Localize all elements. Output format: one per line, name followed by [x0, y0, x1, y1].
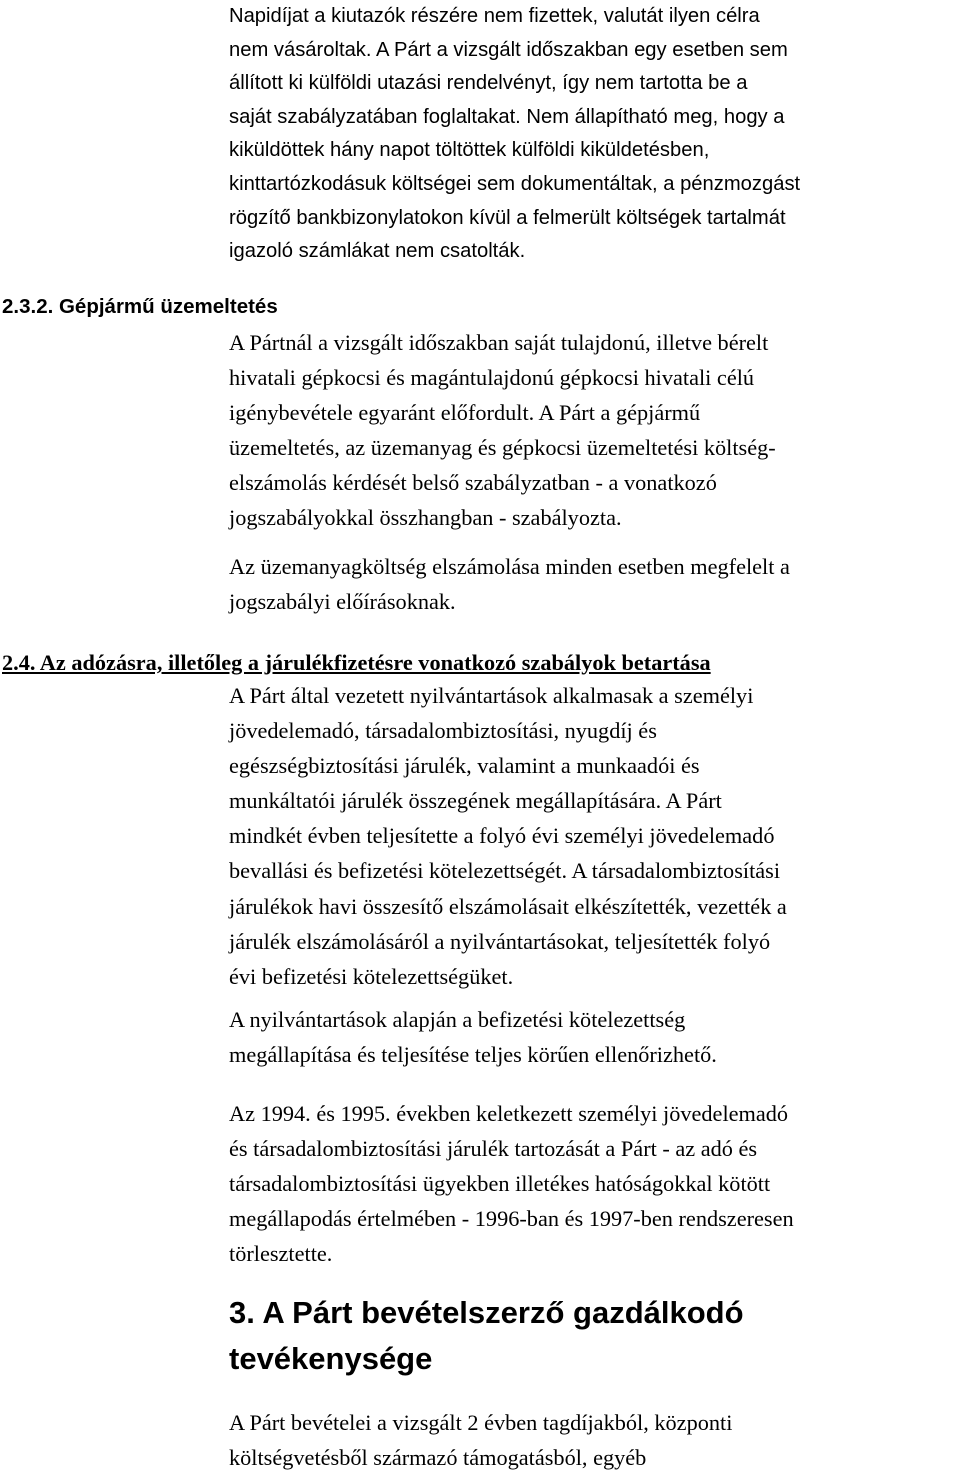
text-line: mindkét évben teljesítette a folyó évi személyi jövedelemadó: [229, 823, 775, 849]
text-line: A Párt által vezetett nyilvántartások alkalmasak a személyi: [229, 683, 754, 708]
paragraph-verifiability: [229, 1002, 957, 1072]
text-line: állított ki külföldi utazási rendelvényt, így nem tartotta be a: [229, 72, 748, 95]
text-line: igazoló számlákat nem csatolták.: [229, 240, 526, 263]
text-line: jogszabályi előírásoknak.: [229, 589, 456, 615]
text-line: társadalombiztosítási ügyekben illetékes hatóságokkal kötött: [229, 1171, 771, 1197]
text-line: megállapítása és teljesítése teljes körűen ellenőrizhető.: [229, 1042, 717, 1068]
heading-line: 3. A Párt bevételszerző gazdálkodó: [229, 1295, 744, 1330]
section-heading-2-4: 2.4. Az adózásra, illetőleg a járulékfizetésre vonatkozó szabályok betartása: [2, 650, 711, 675]
text-line: igénybevétele egyaránt előfordult. A Párt a gépjármű: [229, 400, 701, 426]
text-line: elszámolás kérdését belső szabályzatban - a vonatkozó: [229, 470, 717, 496]
paragraph-revenue-sources: [229, 1405, 957, 1475]
text-line: bevallási és befizetési kötelezettségét. A társadalombiztosítási: [229, 858, 781, 884]
text-line: Az üzemanyagköltség elszámolása minden esetben megfelelt a: [229, 554, 790, 579]
text-line: egészségbiztosítási járulék, valamint a munkaadói és: [229, 753, 700, 779]
text-line: A Pártnál a vizsgált időszakban saját tulajdonú, illetve bérelt: [229, 330, 769, 355]
paragraph-debt-repayment: [229, 1096, 957, 1271]
text-line: nem vásároltak. A Párt a vizsgált időszakban egy esetben sem: [229, 38, 788, 61]
text-line: A Párt bevételei a vizsgált 2 évben tagdíjakból, központi: [229, 1410, 733, 1435]
text-line: saját szabályzatában foglaltakat. Nem állapítható meg, hogy a: [229, 105, 785, 128]
text-line: járulékok havi összesítő elszámolásait elkészítették, vezették a: [229, 893, 787, 919]
text-line: évi befizetési kötelezettségüket.: [229, 963, 514, 989]
text-line: költségvetésből származó támogatásból, egyéb: [229, 1445, 647, 1471]
text-line: üzemeltetés, az üzemanyag és gépkocsi üzemeltetési költség-: [229, 435, 776, 461]
text-line: Az 1994. és 1995. években keletkezett személyi jövedelemadó: [229, 1101, 789, 1126]
text-line: rögzítő bankbizonylatokon kívül a felmerült költségek tartalmát: [229, 206, 786, 229]
text-line: jövedelemadó, társadalombiztosítási, nyugdíj és: [229, 718, 657, 744]
paragraph-fuel-cost: [229, 549, 957, 619]
text-line: kinttartózkodásuk költségei sem dokumentáltak, a pénzmozgást: [229, 172, 801, 195]
text-line: és társadalombiztosítási járulék tartozását a Párt - az adó és: [229, 1136, 758, 1162]
text-line: munkáltatói járulék összegének megállapítására. A Párt: [229, 788, 722, 814]
text-line: törlesztette.: [229, 1241, 333, 1267]
paragraph-foreign-travel: [229, 0, 957, 269]
text-line: hivatali gépkocsi és magántulajdonú gépkocsi hivatali célú: [229, 365, 755, 391]
text-line: Napidíjat a kiutazók részére nem fizettek, valutát ilyen célra: [229, 5, 760, 27]
text-line: jogszabályokkal összhangban - szabályozta.: [229, 505, 622, 531]
text-line: megállapodás értelmében - 1996-ban és 1997-ben rendszeresen: [229, 1206, 794, 1232]
section-heading-3: [229, 1290, 744, 1382]
text-line: kiküldöttek hány napot töltöttek külföldi kiküldetésben,: [229, 139, 710, 162]
text-line: járulék elszámolásáról a nyilvántartásokat, teljesítették folyó: [229, 928, 771, 954]
text-line: A nyilvántartások alapján a befizetési kötelezettség: [229, 1007, 686, 1032]
paragraph-tax-records: [229, 678, 957, 994]
section-heading-2-3-2: 2.3.2. Gépjármű üzemeltetés: [2, 295, 278, 318]
heading-line: tevékenysége: [229, 1341, 433, 1376]
paragraph-vehicle-operation: [229, 325, 957, 536]
